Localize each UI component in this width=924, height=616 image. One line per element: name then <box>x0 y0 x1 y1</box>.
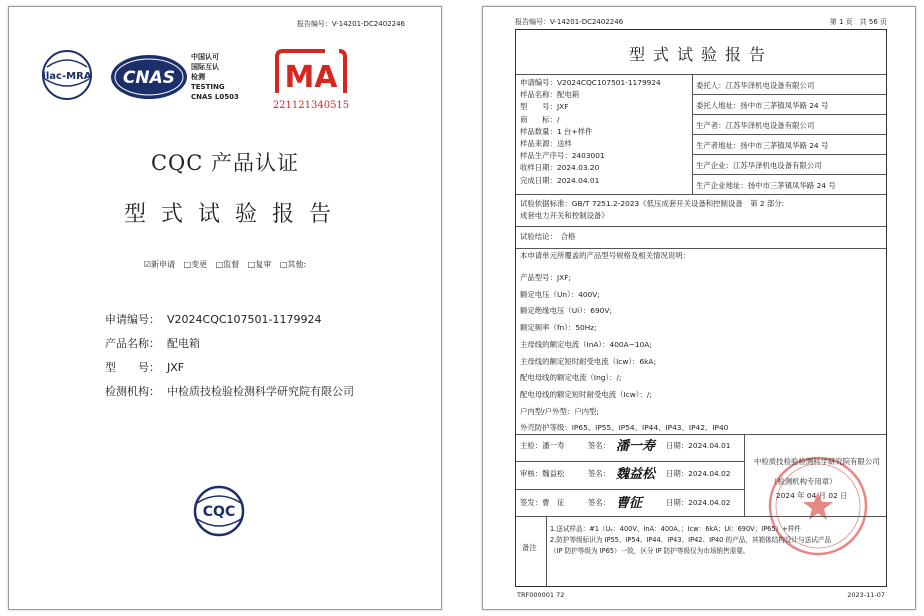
svg-text:检测: 检测 <box>191 73 205 81</box>
testing-org-name: 中检质技检验检测科学研究院有限公司 <box>754 457 880 466</box>
check-other: □其他: <box>279 260 307 269</box>
remarks-label: 备注 <box>522 543 537 552</box>
signature-image: 潘一寿 <box>616 439 656 454</box>
check-new-application: ☑新申请 <box>143 260 176 269</box>
product-specifications: 产品型号：JXF; 额定电压（Un）：400V; 额定绝缘电压（Ui）：690V; 额定频率（fn）：50Hz; 主母线的额定电流（InA）：400A~10A; 主母线的额定短时耐受电流（Icw）：6kA; 配电母线的额定电流（Ing）：/; 配电母线的额定短时耐受电流（Icw）：/; 户内型/户外型：户内型; 外壳防护等级：IP65、IP55、IP54、IP44、IP43、IP42、IP40 <box>520 273 729 433</box>
scope-intro: 本申请单元所覆盖的产品型号规格及相关情况说明： <box>520 251 690 260</box>
cover-report-number: 报告编号：V-14201-DC2402246 <box>296 20 405 28</box>
svg-text:221121340515: 221121340515 <box>272 100 350 111</box>
signature-image: 曹征 <box>616 496 643 511</box>
cma-logo <box>273 51 349 111</box>
report-form-table: 型式试验报告 申请编号：V2024CQC107501-1179924 样品名称：配电箱 型 号：JXF 商 标：/ 样品数量：1 台+样件 样品来源：送样 样品生产序号：2403001 收样日期：2024.03.20 完成日期：2024.04.01 委托人：江苏华泽机电设备有限公司 委托人地址：扬中市三茅镇凤华路 24 号 生产者：江苏华泽机电设备有限公司 生产者地址：扬中市三茅镇凤华路 24 号 生产企业：江苏华泽机电设备有限公司 生产企业地址：扬中市三茅镇凤华路 24 号 试验依据标准：GB/T 7251.2-2023《低压成套开关设备和控制设备 第 2 部分: 成套电力开关和控制设备》 试验结论： 合格 本申请单元所覆盖的产品型号规格及相关情况说明： 产品型号：JXF; 额定电压（Un）：400V; 额定绝缘电压（Ui）：690V; 额定频率（fn）：50Hz; 主母线的额定电流（InA）：400A~10A; 主母线的额定短时耐受电流（Icw）：6kA; 配电母线的额定电流（Ing）：/; 配电母线的额定短时耐受电流（Icw）：/; 户内型/户外型：户内型; 外壳防护等级：IP65、IP55、IP54、IP44、IP43、IP42、IP40 主检：潘一寿 签名： 潘一寿 日期：2024.04.01 审核：魏益松 签名： 魏益松 日期：2024.04.02 签发：曹 征 签名： 曹征 日期：2024.04.02 中检质技检验检测科学研究院有限公司 （检测机构专用章） 2024 年 04 月 02 日 备注 1.送试样品：#1（Uₑ：400V、InA：400A、；Icw：6kA；Ui：690V；IP65）+样件 2.防护等级标识为 IP55、IP54、IP44、IP43、IP42、IP40 的产品，其箱体结构设计与送试产品 （IP 防护等级为 IP65）一致，区分 IP 防护等级仅为市场销售需要。 <box>515 29 887 587</box>
application-type-checkboxes <box>9 259 441 270</box>
cover-field-application-no: 申请编号： V2024CQC107501-1179924 <box>105 313 322 326</box>
test-conclusion: 试验结论： 合格 <box>520 232 576 241</box>
svg-text:中国认可: 中国认可 <box>191 53 219 61</box>
check-supervision: □监督 <box>215 260 240 269</box>
svg-text:国际互认: 国际互认 <box>191 63 219 71</box>
remarks-text: 1.送试样品：#1（Uₑ：400V、InA：400A、；Icw：6kA；Ui：690V；IP65）+样件 2.防护等级标识为 IP55、IP54、IP44、IP43、IP42、IP40 的产品，其箱体结构设计与送试产品 （IP 防护等级为 IP65）一致，区分 IP 防护等级仅为市场销售需要。 <box>550 525 831 555</box>
svg-text:MA: MA <box>284 60 338 95</box>
form-version-date: 2023-11-07 <box>847 591 885 599</box>
check-review: □复审 <box>247 260 272 269</box>
report-header: 报告编号：V-14201-DC2402246 第 1 页 共 56 页 <box>515 18 887 26</box>
cnas-text <box>191 52 239 101</box>
svg-text:CNAS L0503: CNAS L0503 <box>191 93 239 101</box>
cover-title-type-test-report: 型式试验报告 <box>123 202 346 227</box>
cover-field-product-name: 产品名称： 配电箱 <box>105 337 200 350</box>
svg-text:ilac-MRA: ilac-MRA <box>42 71 92 82</box>
sample-info-block: 申请编号：V2024CQC107501-1179924 样品名称：配电箱 型 号：JXF 商 标：/ 样品数量：1 台+样件 样品来源：送样 样品生产序号：2403001 收样日期：2024.03.20 完成日期：2024.04.01 <box>520 78 661 185</box>
check-change: □变更 <box>183 260 208 269</box>
accreditation-logos-graphic <box>39 45 389 115</box>
svg-text:CNAS: CNAS <box>122 68 176 88</box>
svg-text:CQC: CQC <box>202 504 236 520</box>
report-cover-page <box>8 6 442 610</box>
cqc-logo <box>189 485 249 537</box>
org-seal-label: （检测机构专用章） <box>770 477 837 486</box>
ilac-mra-logo <box>42 51 91 99</box>
report-title: 型式试验报告 <box>628 45 773 64</box>
form-code: TRF000001 72 <box>517 591 565 599</box>
page-counter: 第 1 页 共 56 页 <box>829 18 887 26</box>
test-basis-standard: 试验依据标准：GB/T 7251.2-2023《低压成套开关设备和控制设备 第 2 部分: 成套电力开关和控制设备》 <box>520 199 785 220</box>
org-seal-date: 2024 年 04 月 02 日 <box>776 491 848 500</box>
cnas-logo <box>111 55 187 99</box>
signature-image: 魏益松 <box>616 467 656 482</box>
cover-title-cqc: CQC 产品认证 <box>150 151 300 175</box>
cover-field-testing-institution: 检测机构： 中检质技检验检测科学研究院有限公司 <box>105 385 354 398</box>
cover-field-model: 型 号： JXF <box>105 361 185 374</box>
accreditation-logos <box>39 45 389 115</box>
svg-text:TESTING: TESTING <box>191 83 225 91</box>
report-first-page <box>482 6 916 610</box>
